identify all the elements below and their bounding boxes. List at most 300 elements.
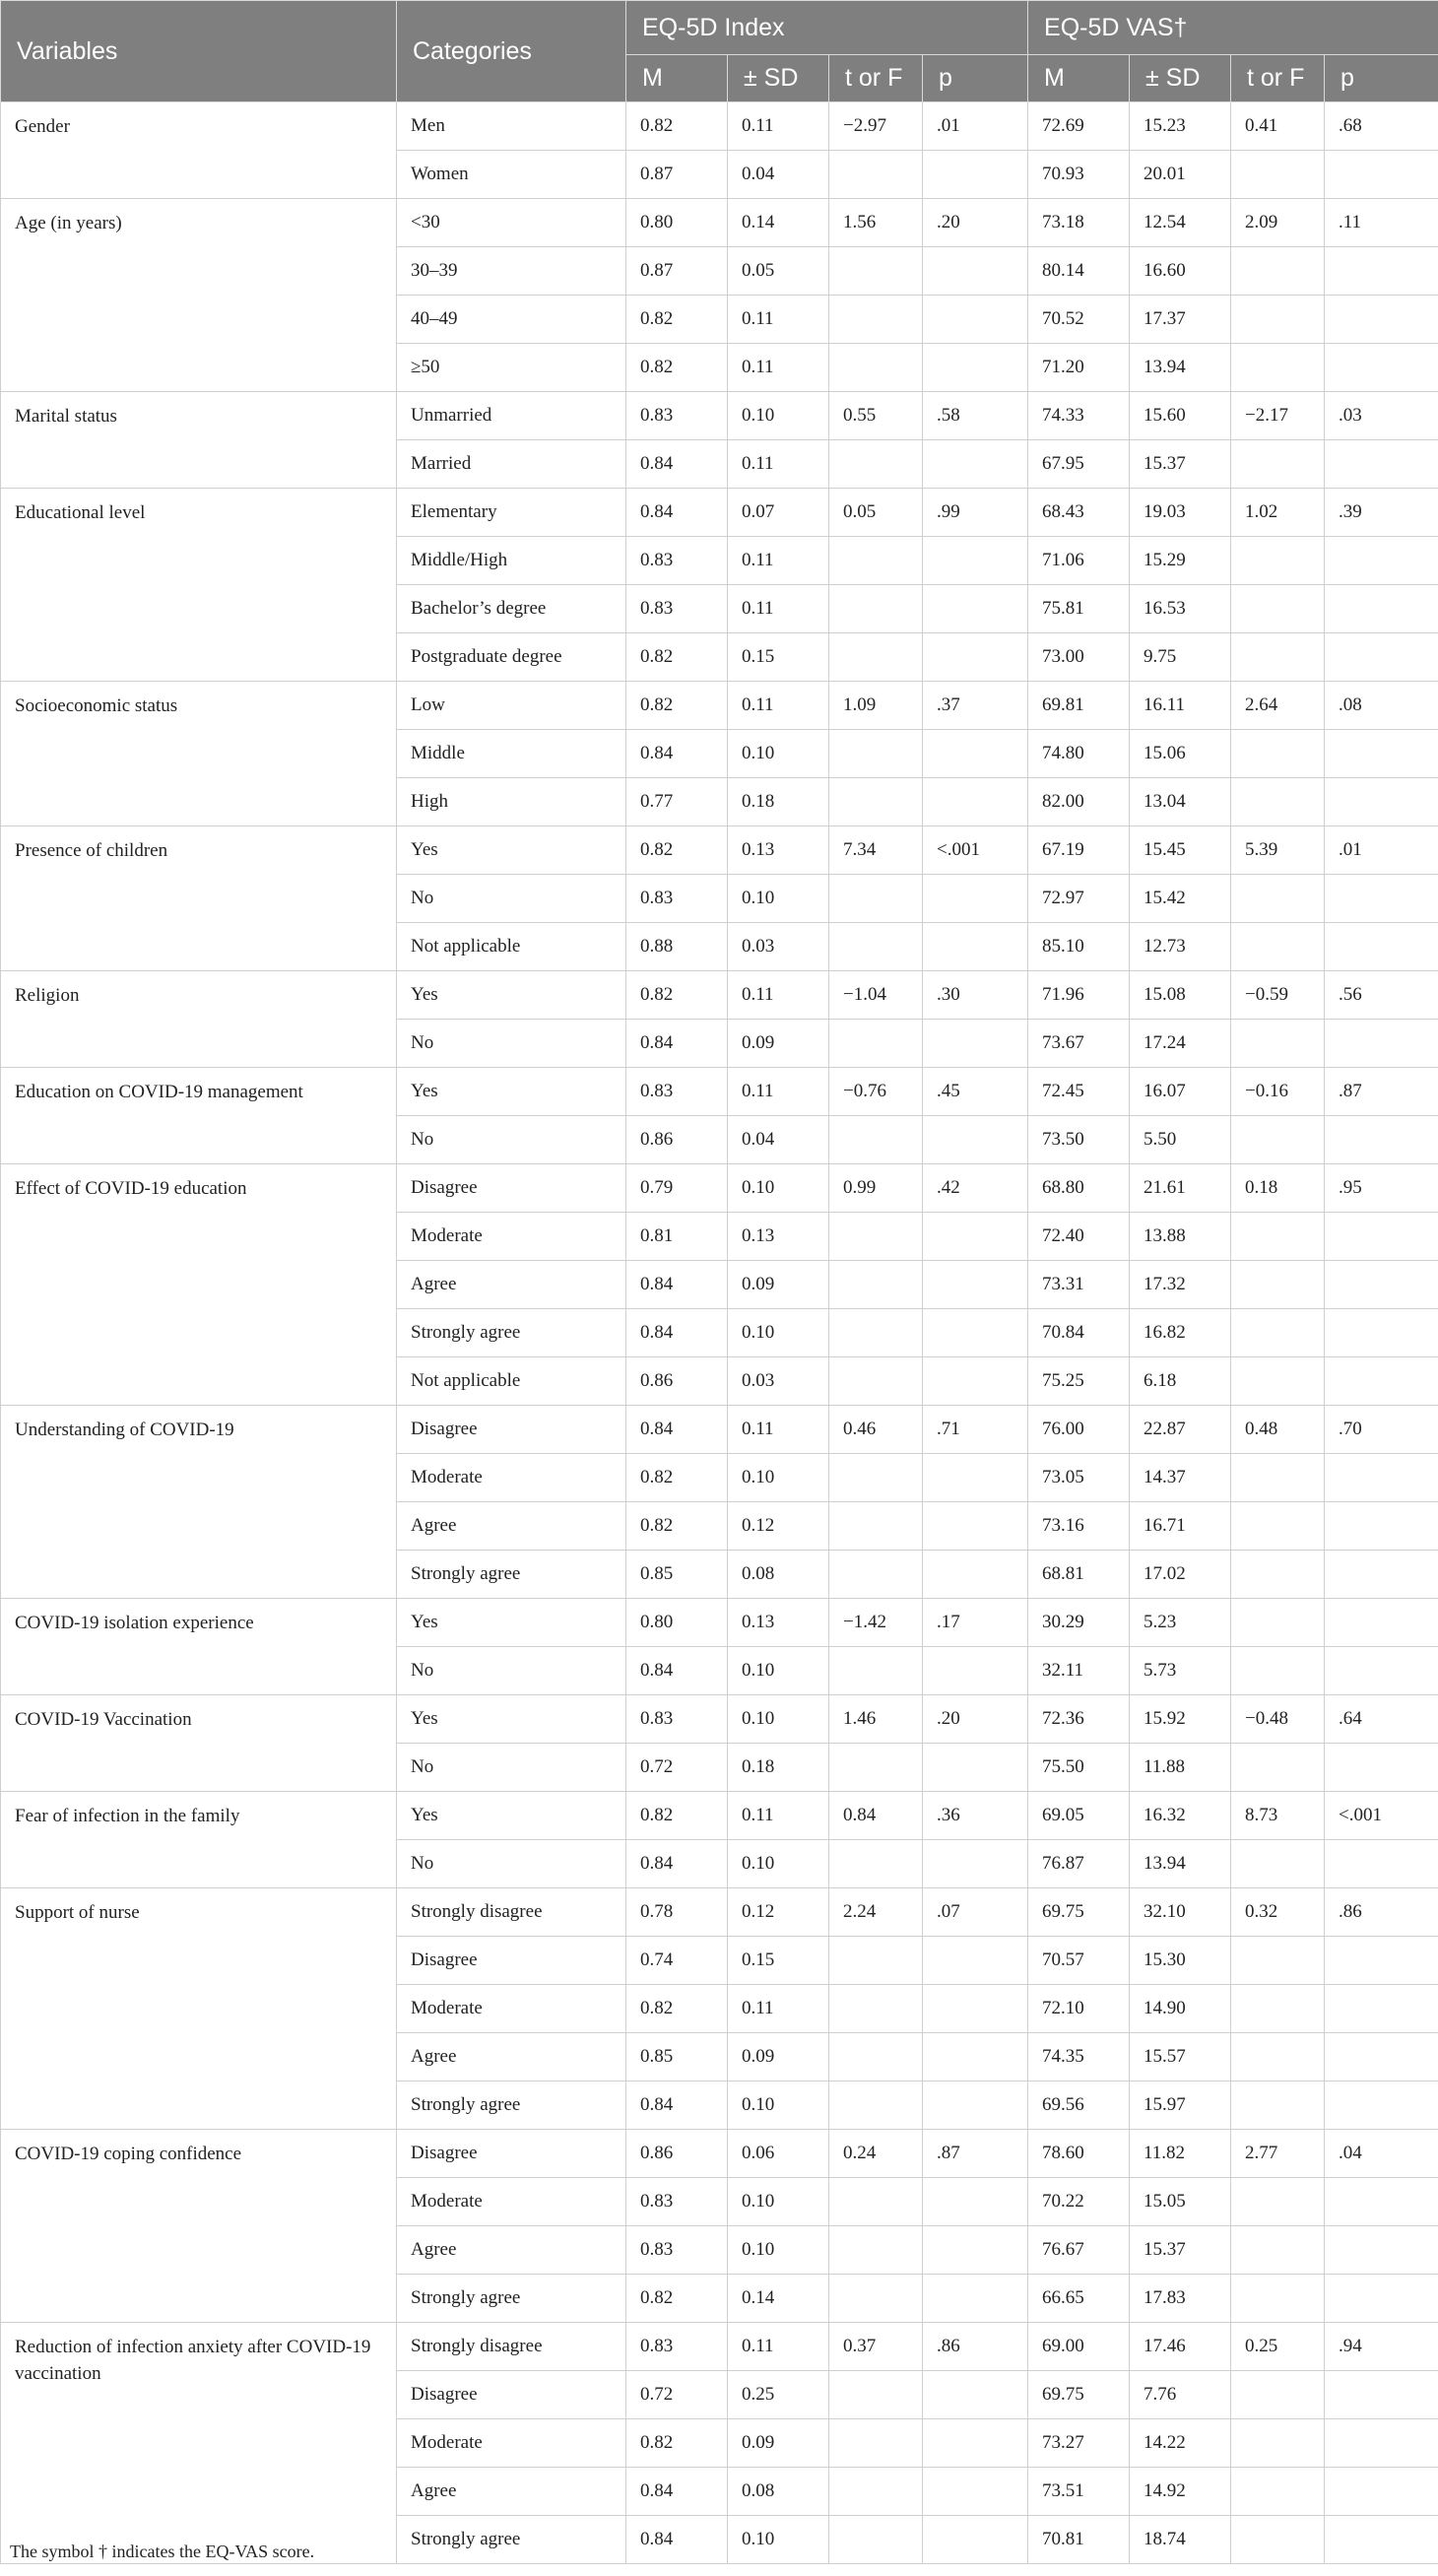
index-sd-cell: 0.10: [728, 1840, 829, 1888]
vas-p-cell: [1325, 1551, 1438, 1599]
index-mean-cell: 0.83: [626, 2178, 728, 2226]
table-row: [1, 1068, 1438, 1116]
vas-sd-cell: 32.10: [1130, 1888, 1231, 1937]
vas-mean-cell: 73.18: [1028, 199, 1130, 247]
variable-cell: Marital status: [1, 392, 397, 489]
index-t-or-f-cell: [829, 2178, 923, 2226]
vas-mean-cell: 75.50: [1028, 1744, 1130, 1792]
vas-p-cell: [1325, 1985, 1438, 2033]
index-p-cell: .45: [923, 1068, 1028, 1116]
vas-mean-cell: 69.81: [1028, 682, 1130, 730]
category-cell: Agree: [397, 2033, 626, 2081]
vas-sd-cell: 15.05: [1130, 2178, 1231, 2226]
vas-p-cell: .64: [1325, 1695, 1438, 1744]
index-p-cell: .17: [923, 1599, 1028, 1647]
index-p-cell: [923, 1020, 1028, 1068]
category-cell: No: [397, 1840, 626, 1888]
index-sd-cell: 0.10: [728, 392, 829, 440]
vas-mean-cell: 73.67: [1028, 1020, 1130, 1068]
index-t-or-f-cell: [829, 1647, 923, 1695]
vas-sd-cell: 16.32: [1130, 1792, 1231, 1840]
index-sd-cell: 0.15: [728, 1937, 829, 1985]
index-t-or-f-cell: [829, 1840, 923, 1888]
category-cell: Agree: [397, 1261, 626, 1309]
index-p-cell: [923, 2516, 1028, 2564]
index-sd-cell: 0.10: [728, 2516, 829, 2564]
vas-t-or-f-cell: [1231, 2371, 1325, 2419]
vas-t-or-f-cell: −2.17: [1231, 392, 1325, 440]
vas-t-or-f-cell: [1231, 1213, 1325, 1261]
index-p-cell: .37: [923, 682, 1028, 730]
index-mean-cell: 0.86: [626, 2130, 728, 2178]
index-mean-cell: 0.84: [626, 489, 728, 537]
category-cell: Unmarried: [397, 392, 626, 440]
index-p-cell: .20: [923, 1695, 1028, 1744]
index-p-cell: .42: [923, 1164, 1028, 1213]
vas-t-or-f-cell: −0.59: [1231, 971, 1325, 1020]
index-t-or-f-cell: [829, 1937, 923, 1985]
index-p-cell: [923, 2468, 1028, 2516]
index-p-cell: <.001: [923, 826, 1028, 875]
index-p-cell: .30: [923, 971, 1028, 1020]
category-cell: Agree: [397, 2468, 626, 2516]
vas-p-cell: .39: [1325, 489, 1438, 537]
variable-cell: Effect of COVID-19 education: [1, 1164, 397, 1406]
vas-sd-cell: 14.92: [1130, 2468, 1231, 2516]
index-mean-cell: 0.82: [626, 2275, 728, 2323]
vas-sd-cell: 15.29: [1130, 537, 1231, 585]
category-cell: ≥50: [397, 344, 626, 392]
vas-p-cell: .68: [1325, 102, 1438, 151]
variable-cell: Gender: [1, 102, 397, 199]
header-variables: Variables: [1, 1, 397, 102]
index-t-or-f-cell: −1.04: [829, 971, 923, 1020]
index-sd-cell: 0.13: [728, 1213, 829, 1261]
header-vas-sd: ± SD: [1130, 55, 1231, 102]
index-p-cell: .87: [923, 2130, 1028, 2178]
index-sd-cell: 0.11: [728, 440, 829, 489]
vas-sd-cell: 12.73: [1130, 923, 1231, 971]
index-mean-cell: 0.78: [626, 1888, 728, 1937]
vas-t-or-f-cell: 2.77: [1231, 2130, 1325, 2178]
index-sd-cell: 0.10: [728, 2226, 829, 2275]
index-sd-cell: 0.10: [728, 1454, 829, 1502]
vas-mean-cell: 70.81: [1028, 2516, 1130, 2564]
index-t-or-f-cell: [829, 247, 923, 296]
vas-sd-cell: 17.02: [1130, 1551, 1231, 1599]
vas-sd-cell: 15.06: [1130, 730, 1231, 778]
index-mean-cell: 0.77: [626, 778, 728, 826]
index-p-cell: [923, 730, 1028, 778]
vas-p-cell: [1325, 2178, 1438, 2226]
vas-sd-cell: 15.97: [1130, 2081, 1231, 2130]
vas-sd-cell: 15.23: [1130, 102, 1231, 151]
table-row: [1, 1695, 1438, 1744]
vas-t-or-f-cell: 2.09: [1231, 199, 1325, 247]
index-p-cell: .01: [923, 102, 1028, 151]
vas-mean-cell: 69.56: [1028, 2081, 1130, 2130]
vas-sd-cell: 15.37: [1130, 440, 1231, 489]
vas-mean-cell: 73.00: [1028, 633, 1130, 682]
category-cell: Yes: [397, 1599, 626, 1647]
index-t-or-f-cell: [829, 633, 923, 682]
index-sd-cell: 0.13: [728, 1599, 829, 1647]
index-p-cell: [923, 1213, 1028, 1261]
index-t-or-f-cell: −0.76: [829, 1068, 923, 1116]
index-p-cell: [923, 2033, 1028, 2081]
vas-p-cell: .04: [1325, 2130, 1438, 2178]
vas-sd-cell: 15.30: [1130, 1937, 1231, 1985]
index-sd-cell: 0.10: [728, 730, 829, 778]
category-cell: Yes: [397, 1068, 626, 1116]
index-p-cell: [923, 778, 1028, 826]
index-mean-cell: 0.82: [626, 2419, 728, 2468]
index-t-or-f-cell: 0.55: [829, 392, 923, 440]
vas-sd-cell: 9.75: [1130, 633, 1231, 682]
vas-p-cell: .94: [1325, 2323, 1438, 2371]
category-cell: Moderate: [397, 1985, 626, 2033]
index-p-cell: .20: [923, 199, 1028, 247]
category-cell: Disagree: [397, 1406, 626, 1454]
index-mean-cell: 0.81: [626, 1213, 728, 1261]
vas-mean-cell: 71.96: [1028, 971, 1130, 1020]
index-t-or-f-cell: [829, 923, 923, 971]
vas-sd-cell: 12.54: [1130, 199, 1231, 247]
index-mean-cell: 0.80: [626, 199, 728, 247]
index-mean-cell: 0.85: [626, 1551, 728, 1599]
vas-mean-cell: 72.40: [1028, 1213, 1130, 1261]
vas-sd-cell: 19.03: [1130, 489, 1231, 537]
table-footnote: The symbol † indicates the EQ-VAS score.: [10, 2542, 315, 2561]
vas-t-or-f-cell: 0.25: [1231, 2323, 1325, 2371]
vas-t-or-f-cell: [1231, 1744, 1325, 1792]
table-header: [1, 1, 1438, 102]
index-sd-cell: 0.11: [728, 682, 829, 730]
category-cell: Yes: [397, 1695, 626, 1744]
index-mean-cell: 0.82: [626, 971, 728, 1020]
index-mean-cell: 0.84: [626, 2081, 728, 2130]
vas-p-cell: [1325, 585, 1438, 633]
index-t-or-f-cell: [829, 2468, 923, 2516]
index-p-cell: [923, 2178, 1028, 2226]
category-cell: Strongly agree: [397, 1551, 626, 1599]
index-sd-cell: 0.05: [728, 247, 829, 296]
vas-p-cell: .70: [1325, 1406, 1438, 1454]
index-t-or-f-cell: 0.05: [829, 489, 923, 537]
vas-sd-cell: 17.83: [1130, 2275, 1231, 2323]
index-sd-cell: 0.09: [728, 1020, 829, 1068]
vas-t-or-f-cell: [1231, 875, 1325, 923]
table-row: [1, 826, 1438, 875]
index-sd-cell: 0.11: [728, 2323, 829, 2371]
vas-p-cell: [1325, 2468, 1438, 2516]
vas-t-or-f-cell: [1231, 585, 1325, 633]
index-t-or-f-cell: 0.84: [829, 1792, 923, 1840]
vas-t-or-f-cell: [1231, 247, 1325, 296]
index-sd-cell: 0.10: [728, 2178, 829, 2226]
index-sd-cell: 0.08: [728, 2468, 829, 2516]
vas-sd-cell: 15.42: [1130, 875, 1231, 923]
index-t-or-f-cell: [829, 2226, 923, 2275]
index-mean-cell: 0.83: [626, 875, 728, 923]
vas-mean-cell: 72.10: [1028, 1985, 1130, 2033]
vas-t-or-f-cell: [1231, 633, 1325, 682]
vas-t-or-f-cell: [1231, 1551, 1325, 1599]
category-cell: Disagree: [397, 1937, 626, 1985]
category-cell: Strongly disagree: [397, 1888, 626, 1937]
index-t-or-f-cell: [829, 1744, 923, 1792]
table-row: [1, 1792, 1438, 1840]
vas-p-cell: [1325, 344, 1438, 392]
vas-t-or-f-cell: [1231, 1985, 1325, 2033]
vas-p-cell: [1325, 778, 1438, 826]
variable-cell: COVID-19 isolation experience: [1, 1599, 397, 1695]
variable-cell: Religion: [1, 971, 397, 1068]
header-vas-mean: M: [1028, 55, 1130, 102]
vas-t-or-f-cell: [1231, 2275, 1325, 2323]
vas-p-cell: [1325, 1309, 1438, 1357]
vas-mean-cell: 75.25: [1028, 1357, 1130, 1406]
vas-p-cell: [1325, 1647, 1438, 1695]
vas-t-or-f-cell: −0.16: [1231, 1068, 1325, 1116]
index-p-cell: [923, 1502, 1028, 1551]
vas-mean-cell: 74.35: [1028, 2033, 1130, 2081]
vas-sd-cell: 11.82: [1130, 2130, 1231, 2178]
vas-t-or-f-cell: 0.32: [1231, 1888, 1325, 1937]
index-p-cell: [923, 633, 1028, 682]
vas-sd-cell: 17.24: [1130, 1020, 1231, 1068]
vas-p-cell: [1325, 875, 1438, 923]
category-cell: Agree: [397, 1502, 626, 1551]
index-mean-cell: 0.83: [626, 537, 728, 585]
index-p-cell: .71: [923, 1406, 1028, 1454]
vas-p-cell: [1325, 247, 1438, 296]
vas-sd-cell: 16.71: [1130, 1502, 1231, 1551]
index-mean-cell: 0.83: [626, 392, 728, 440]
index-mean-cell: 0.82: [626, 1454, 728, 1502]
category-cell: 30–39: [397, 247, 626, 296]
category-cell: No: [397, 1020, 626, 1068]
vas-sd-cell: 15.37: [1130, 2226, 1231, 2275]
vas-mean-cell: 69.05: [1028, 1792, 1130, 1840]
category-cell: Moderate: [397, 1213, 626, 1261]
index-mean-cell: 0.84: [626, 1309, 728, 1357]
index-p-cell: [923, 2419, 1028, 2468]
index-t-or-f-cell: [829, 1454, 923, 1502]
category-cell: Yes: [397, 971, 626, 1020]
vas-t-or-f-cell: [1231, 2516, 1325, 2564]
vas-p-cell: [1325, 537, 1438, 585]
vas-p-cell: [1325, 2275, 1438, 2323]
vas-mean-cell: 72.45: [1028, 1068, 1130, 1116]
index-p-cell: .86: [923, 2323, 1028, 2371]
vas-mean-cell: 70.93: [1028, 151, 1130, 199]
header-index-t-or-f: t or F: [829, 55, 923, 102]
index-sd-cell: 0.10: [728, 1695, 829, 1744]
vas-t-or-f-cell: [1231, 778, 1325, 826]
vas-p-cell: [1325, 1454, 1438, 1502]
header-index-p: p: [923, 55, 1028, 102]
vas-p-cell: .95: [1325, 1164, 1438, 1213]
index-t-or-f-cell: −2.97: [829, 102, 923, 151]
index-p-cell: [923, 2226, 1028, 2275]
index-p-cell: [923, 151, 1028, 199]
index-sd-cell: 0.11: [728, 1406, 829, 1454]
header-eq5d-index: EQ-5D Index: [626, 1, 1028, 55]
vas-sd-cell: 5.50: [1130, 1116, 1231, 1164]
vas-sd-cell: 14.22: [1130, 2419, 1231, 2468]
vas-t-or-f-cell: 0.41: [1231, 102, 1325, 151]
header-vas-p: p: [1325, 55, 1438, 102]
vas-t-or-f-cell: 2.64: [1231, 682, 1325, 730]
index-mean-cell: 0.72: [626, 1744, 728, 1792]
index-mean-cell: 0.83: [626, 1695, 728, 1744]
index-mean-cell: 0.88: [626, 923, 728, 971]
vas-sd-cell: 15.57: [1130, 2033, 1231, 2081]
vas-mean-cell: 73.50: [1028, 1116, 1130, 1164]
index-sd-cell: 0.13: [728, 826, 829, 875]
vas-p-cell: [1325, 1840, 1438, 1888]
category-cell: 40–49: [397, 296, 626, 344]
table-row: [1, 971, 1438, 1020]
index-t-or-f-cell: [829, 2419, 923, 2468]
vas-p-cell: [1325, 2226, 1438, 2275]
vas-mean-cell: 70.57: [1028, 1937, 1130, 1985]
index-mean-cell: 0.82: [626, 826, 728, 875]
vas-mean-cell: 67.95: [1028, 440, 1130, 489]
index-mean-cell: 0.83: [626, 2226, 728, 2275]
vas-mean-cell: 66.65: [1028, 2275, 1130, 2323]
table-row: [1, 1406, 1438, 1454]
index-sd-cell: 0.09: [728, 2419, 829, 2468]
vas-mean-cell: 74.80: [1028, 730, 1130, 778]
category-cell: Moderate: [397, 2178, 626, 2226]
vas-mean-cell: 85.10: [1028, 923, 1130, 971]
index-p-cell: [923, 1261, 1028, 1309]
category-cell: Married: [397, 440, 626, 489]
vas-p-cell: [1325, 2516, 1438, 2564]
vas-t-or-f-cell: 8.73: [1231, 1792, 1325, 1840]
index-t-or-f-cell: [829, 296, 923, 344]
vas-p-cell: [1325, 2371, 1438, 2419]
index-mean-cell: 0.72: [626, 2371, 728, 2419]
category-cell: <30: [397, 199, 626, 247]
index-sd-cell: 0.18: [728, 1744, 829, 1792]
index-sd-cell: 0.10: [728, 1647, 829, 1695]
index-sd-cell: 0.11: [728, 102, 829, 151]
vas-mean-cell: 71.06: [1028, 537, 1130, 585]
vas-sd-cell: 13.88: [1130, 1213, 1231, 1261]
index-sd-cell: 0.11: [728, 585, 829, 633]
index-t-or-f-cell: [829, 585, 923, 633]
table-body: [1, 102, 1438, 2564]
category-cell: Disagree: [397, 1164, 626, 1213]
vas-mean-cell: 30.29: [1028, 1599, 1130, 1647]
index-sd-cell: 0.03: [728, 1357, 829, 1406]
index-mean-cell: 0.85: [626, 2033, 728, 2081]
vas-sd-cell: 16.07: [1130, 1068, 1231, 1116]
vas-mean-cell: 69.75: [1028, 1888, 1130, 1937]
category-cell: Low: [397, 682, 626, 730]
vas-p-cell: .56: [1325, 971, 1438, 1020]
vas-sd-cell: 7.76: [1130, 2371, 1231, 2419]
index-t-or-f-cell: 0.99: [829, 1164, 923, 1213]
index-p-cell: [923, 585, 1028, 633]
index-sd-cell: 0.07: [728, 489, 829, 537]
vas-mean-cell: 78.60: [1028, 2130, 1130, 2178]
index-mean-cell: 0.87: [626, 151, 728, 199]
index-mean-cell: 0.82: [626, 296, 728, 344]
table-row: [1, 1599, 1438, 1647]
index-mean-cell: 0.84: [626, 730, 728, 778]
index-p-cell: .99: [923, 489, 1028, 537]
index-sd-cell: 0.11: [728, 344, 829, 392]
index-sd-cell: 0.10: [728, 1309, 829, 1357]
table-row: [1, 1888, 1438, 1937]
index-mean-cell: 0.84: [626, 1406, 728, 1454]
table-row: [1, 2323, 1438, 2371]
index-p-cell: [923, 1454, 1028, 1502]
index-p-cell: [923, 1309, 1028, 1357]
category-cell: Strongly agree: [397, 2275, 626, 2323]
vas-t-or-f-cell: [1231, 2178, 1325, 2226]
vas-p-cell: .11: [1325, 199, 1438, 247]
vas-t-or-f-cell: [1231, 296, 1325, 344]
index-p-cell: [923, 923, 1028, 971]
index-p-cell: [923, 1937, 1028, 1985]
index-p-cell: [923, 1985, 1028, 2033]
index-p-cell: [923, 1840, 1028, 1888]
index-sd-cell: 0.14: [728, 199, 829, 247]
vas-mean-cell: 73.31: [1028, 1261, 1130, 1309]
vas-t-or-f-cell: [1231, 2226, 1325, 2275]
vas-sd-cell: 13.94: [1130, 1840, 1231, 1888]
vas-sd-cell: 13.94: [1130, 344, 1231, 392]
vas-t-or-f-cell: 5.39: [1231, 826, 1325, 875]
vas-mean-cell: 73.16: [1028, 1502, 1130, 1551]
index-t-or-f-cell: [829, 2275, 923, 2323]
index-t-or-f-cell: [829, 440, 923, 489]
vas-p-cell: [1325, 151, 1438, 199]
vas-mean-cell: 73.27: [1028, 2419, 1130, 2468]
vas-t-or-f-cell: [1231, 2033, 1325, 2081]
index-mean-cell: 0.83: [626, 2323, 728, 2371]
vas-t-or-f-cell: [1231, 344, 1325, 392]
vas-mean-cell: 68.80: [1028, 1164, 1130, 1213]
vas-sd-cell: 21.61: [1130, 1164, 1231, 1213]
category-cell: Women: [397, 151, 626, 199]
vas-mean-cell: 75.81: [1028, 585, 1130, 633]
category-cell: Disagree: [397, 2371, 626, 2419]
index-t-or-f-cell: [829, 1020, 923, 1068]
vas-t-or-f-cell: [1231, 1502, 1325, 1551]
vas-sd-cell: 5.73: [1130, 1647, 1231, 1695]
vas-sd-cell: 15.60: [1130, 392, 1231, 440]
category-cell: Yes: [397, 826, 626, 875]
index-sd-cell: 0.04: [728, 1116, 829, 1164]
vas-sd-cell: 14.90: [1130, 1985, 1231, 2033]
vas-t-or-f-cell: [1231, 1937, 1325, 1985]
index-mean-cell: 0.79: [626, 1164, 728, 1213]
vas-sd-cell: 22.87: [1130, 1406, 1231, 1454]
index-p-cell: .58: [923, 392, 1028, 440]
category-cell: Bachelor’s degree: [397, 585, 626, 633]
index-sd-cell: 0.11: [728, 537, 829, 585]
index-sd-cell: 0.14: [728, 2275, 829, 2323]
index-mean-cell: 0.82: [626, 633, 728, 682]
vas-sd-cell: 15.45: [1130, 826, 1231, 875]
index-mean-cell: 0.74: [626, 1937, 728, 1985]
